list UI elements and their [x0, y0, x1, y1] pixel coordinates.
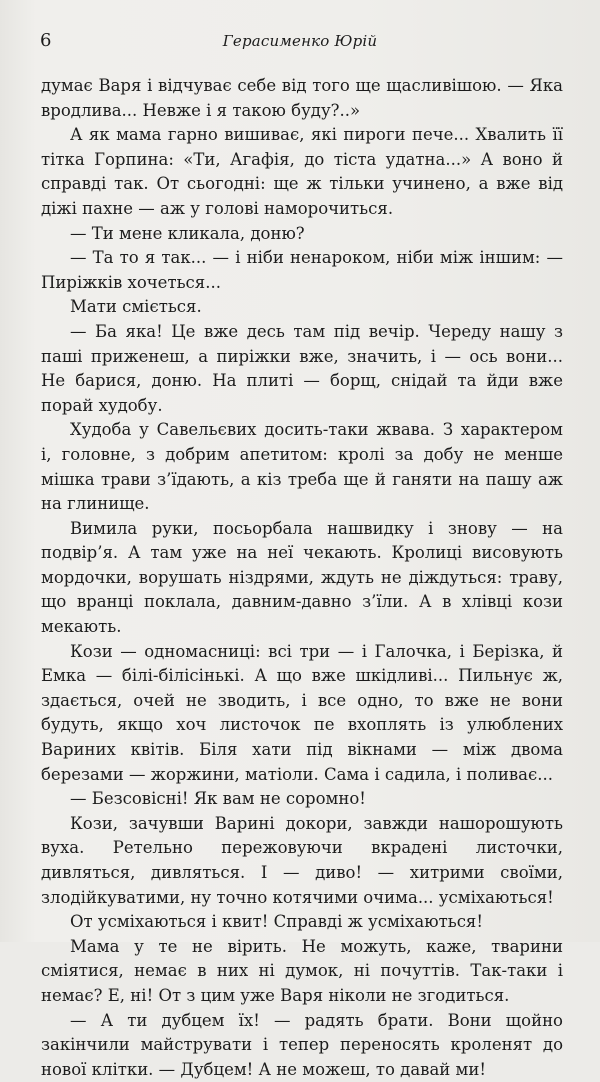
- paragraph: — Ти мене кликала, доню?: [70, 223, 305, 243]
- page-number: 6: [40, 30, 52, 51]
- body-text: [41, 74, 563, 1082]
- running-head: Герасименко Юрій: [222, 32, 378, 50]
- paragraph: — Ба яка! Це вже десь там під вечір. Череду нашу з паші приженеш, а пиріжки вже, значить, і — ось вони... Не барися, доню. На плиті — борщ, снідай та йди вже порай худобу.: [41, 321, 563, 415]
- paragraph: Мати сміється.: [70, 297, 202, 317]
- paragraph: — Безсовісні! Як вам не соромно!: [70, 789, 366, 809]
- paragraph: Мама у те не вірить. Не можуть, каже, тварини сміятися, немає в них ні думок, ні почуттів. Так-таки і немає? Е, ні! От з цим уже Варя ніколи не згодиться.: [41, 936, 563, 1005]
- paragraph: Худоба у Савельєвих досить-таки жвава. З характером і, головне, з добрим апетитом: кролі за добу не менше мішка трави з’їдають, а кіз треба ще й ганяти на пашу аж на глинище.: [41, 420, 563, 514]
- paragraph: Вимила руки, посьорбала нашвидку і знову — на подвір’я. А там уже на неї чекають. Кролиці висовують мордочки, ворушать ніздрями, ждуть не діждуться: траву, що вранці поклала, давним-давно з’їли. А в хлівці кози мекають.: [41, 518, 563, 637]
- paragraph: — А ти дубцем їх! — радять брати. Вони щойно закінчили майструвати і тепер переносять кроленят до нової клітки. — Дубцем! А не можеш, то давай ми!: [41, 1010, 563, 1079]
- paragraph: А як мама гарно вишиває, які пироги пече... Хвалить її тітка Горпина: «Ти, Агафія, до тіста удатна...» А воно й справді так. От сьогодні: ще ж тільки учинено, а вже від діжі пахне — аж у голові наморочиться.: [41, 125, 563, 218]
- paragraph: думає Варя і відчуває себе від того ще щасливішою. — Яка вродлива... Невже і я такою буду?..»: [41, 76, 563, 120]
- paragraph: От усміхаються і квит! Справді ж усміхаються!: [70, 912, 483, 932]
- paragraph: — Та то я так... — і ніби ненароком, ніби між іншим: — Пиріжків хочеться...: [41, 248, 563, 292]
- paragraph: Кози — одномасниці: всі три — і Галочка, і Берізка, й Емка — білі-білісінькі. А що вже шкідливі... Пильнує ж, здається, очей не зводить, і все одно, то вже не вони будуть, якщо хоч листочок пе вхоплять із улюблених Вариних квітів. Біля хати під вікнами — між двома березами — жоржини, матіоли. Сама і садила, і поливає...: [41, 641, 563, 784]
- paragraph: Кози, зачувши Варині докори, завжди нашорошують вуха. Ретельно пережовуючи вкрадені листочки, дивляться, дивляться. І — диво! — хитрими своїми, злодійкуватими, ну точно котячими очима... усміхаються!: [41, 813, 563, 907]
- page-header: [40, 30, 560, 60]
